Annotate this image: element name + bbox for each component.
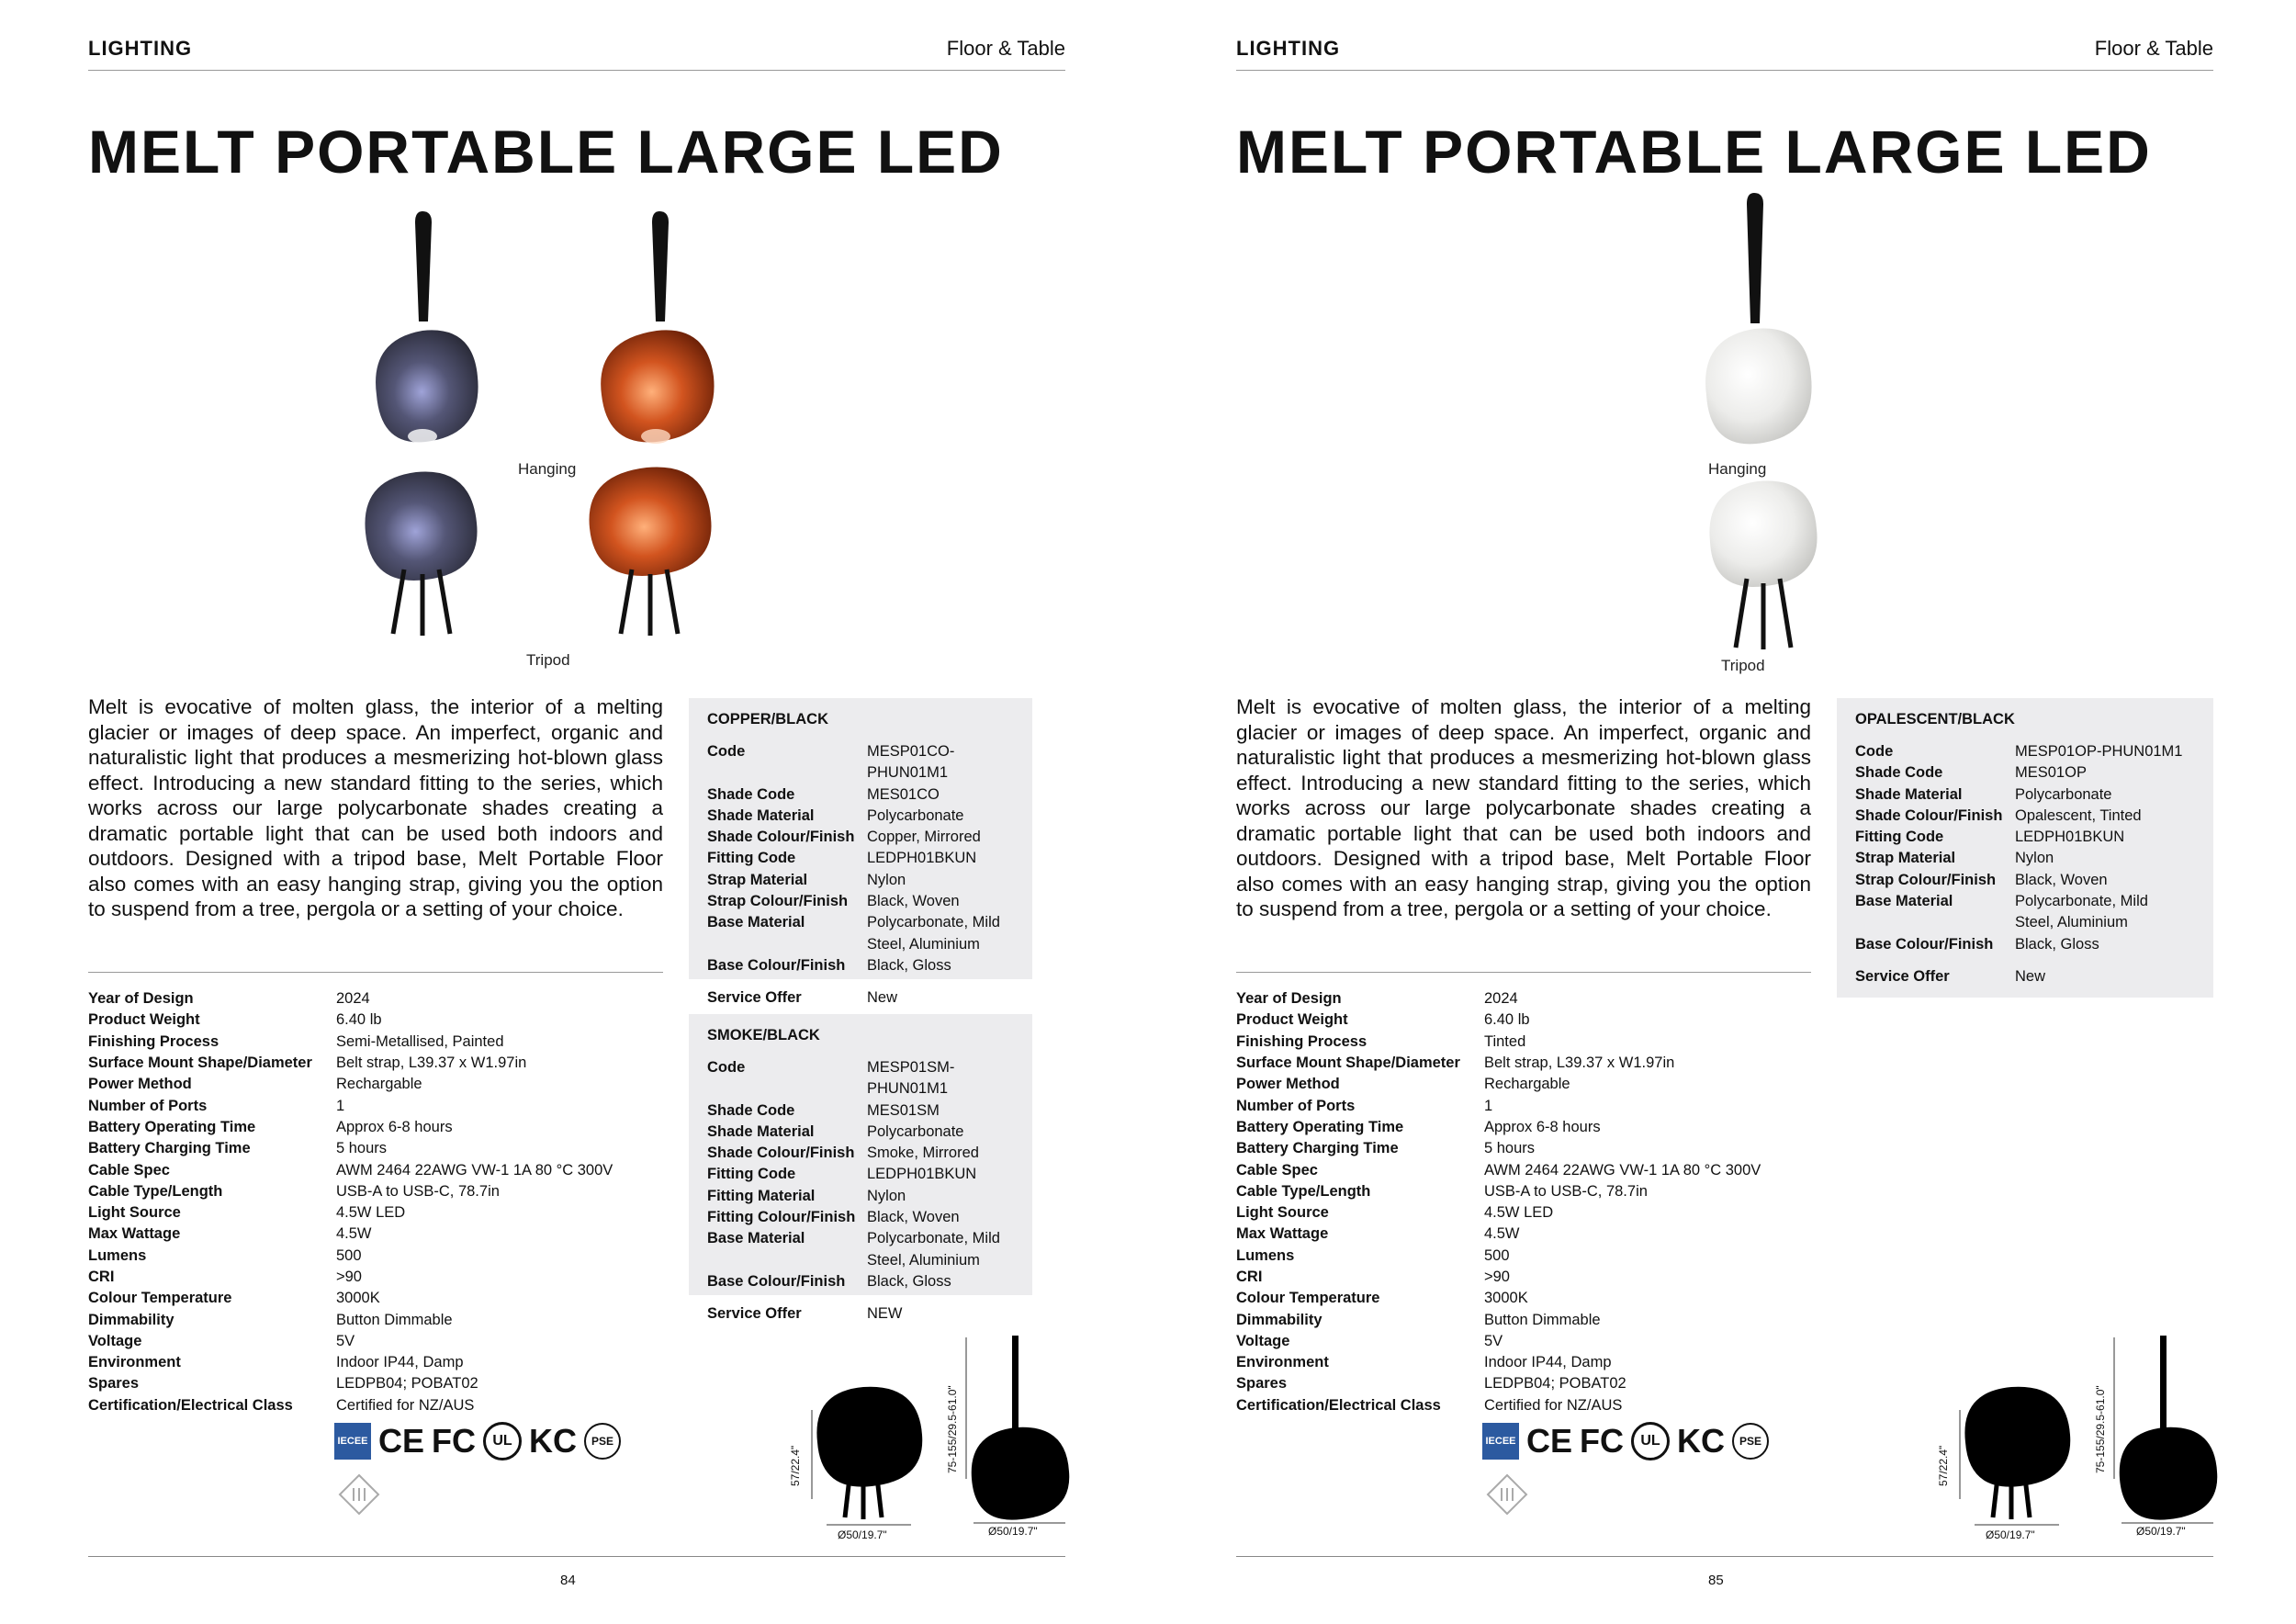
safety-class-icon: [1486, 1473, 1528, 1516]
spec-row: Spares LEDPB04; POBAT02: [88, 1375, 478, 1393]
variant-panel-opalescent: [1837, 698, 2213, 998]
spec-row: CRI >90: [1236, 1269, 1510, 1285]
tripod-label: Tripod: [526, 651, 570, 669]
spec-row: Cable Type/Length USB-A to USB-C, 78.7in: [1236, 1182, 1648, 1200]
variant-row: Strap Material Nylon: [1855, 850, 2054, 867]
footer-rule: [1236, 1556, 2213, 1557]
spec-row: Year of Design 2024: [1236, 990, 1518, 1008]
dim-hang-height: 75-155/29.5-61.0": [946, 1385, 959, 1473]
spec-row: Finishing Process Semi-Metallised, Painted: [88, 1032, 504, 1050]
smoke-tripod-lamp: [365, 471, 477, 636]
page-title: MELT PORTABLE LARGE LED: [88, 118, 1004, 186]
spec-row: Certification/Electrical Class Certified for NZ/AUS: [88, 1396, 475, 1414]
spec-row: Lumens 500: [88, 1246, 362, 1264]
footer-rule: [88, 1556, 1065, 1557]
spec-row: Lumens 500: [1236, 1246, 1510, 1264]
dim-diameter: Ø50/19.7": [1986, 1528, 2035, 1541]
product-description: Melt is evocative of molten glass, the interior of a melting glacier or images of deep space. An imperfect, organic and naturalistic light that produces a mesmerizing hot-blown glass effect. Introducing a new standard fitting to the series, which works across our large polycarbonate shades creating a dramatic portable light that can be used both indoors and outdoors. Designed with a tripod base, Melt Portable Floor also comes with an easy hanging strap, giving you the option to suspend from a tree, pergola or a setting of your choice.: [88, 695, 663, 920]
variant-row: Shade Code MES01SM: [707, 1101, 940, 1119]
spec-row: Power Method Rechargable: [88, 1076, 422, 1093]
variant-row: Service Offer NEW: [707, 1305, 903, 1323]
variant-title: COPPER/BLACK: [707, 711, 829, 727]
spec-row: Spares LEDPB04; POBAT02: [1236, 1375, 1626, 1393]
category-label: Floor & Table: [946, 37, 1065, 60]
spec-row: Colour Temperature 3000K: [88, 1290, 380, 1307]
variant-panel-smoke: [689, 1014, 1032, 1323]
spec-row: Voltage 5V: [1236, 1332, 1503, 1349]
spec-row: Battery Charging Time 5 hours: [1236, 1140, 1536, 1157]
tripod-dimension-drawing: [1960, 1387, 2070, 1525]
dim-diameter: Ø50/19.7": [988, 1525, 1038, 1538]
spec-row: Number of Ports 1: [88, 1097, 345, 1114]
safety-class-icon: [338, 1473, 380, 1516]
variant-row: Shade Colour/Finish Smoke, Mirrored: [707, 1145, 979, 1162]
certification-logos: [1482, 1422, 1769, 1460]
ul-logo: UL: [483, 1422, 522, 1460]
spec-row: Battery Operating Time Approx 6-8 hours: [88, 1118, 453, 1135]
variant-row: Shade Colour/Finish Copper, Mirrored: [707, 829, 981, 846]
variant-row: Base Colour/Finish Black, Gloss: [707, 1272, 951, 1290]
spec-row: Max Wattage 4.5W: [1236, 1225, 1520, 1243]
variant-row: Fitting Code LEDPH01BKUN: [1855, 829, 2125, 846]
header-rule: [1236, 70, 2213, 71]
fcc-logo: FC: [1580, 1422, 1625, 1460]
spec-row: Dimmability Button Dimmable: [1236, 1311, 1601, 1328]
spec-row: Power Method Rechargable: [1236, 1076, 1570, 1093]
variant-row: Code MESP01CO-PHUN01M1: [707, 743, 955, 782]
section-divider: [1236, 972, 1811, 973]
page-title: MELT PORTABLE LARGE LED: [1236, 118, 2152, 186]
variant-row: Base Colour/Finish Black, Gloss: [707, 956, 951, 974]
variant-row: Base Material Polycarbonate, Mild Steel, Aluminium: [707, 1230, 1000, 1269]
section-divider: [88, 972, 663, 973]
kc-logo: KC: [1677, 1422, 1726, 1460]
header-rule: [88, 70, 1065, 71]
variant-row: Shade Code MES01CO: [707, 785, 940, 803]
ul-logo: UL: [1631, 1422, 1670, 1460]
spec-row: Light Source 4.5W LED: [88, 1204, 406, 1222]
spec-row: Max Wattage 4.5W: [88, 1225, 372, 1243]
spec-row: Cable Spec AWM 2464 22AWG VW-1 1A 80 °C 300V: [88, 1161, 613, 1179]
dim-height: 57/22.4": [789, 1445, 802, 1486]
variant-row: Base Material Polycarbonate, Mild Steel, Aluminium: [1855, 893, 2148, 931]
variant-row: Shade Colour/Finish Opalescent, Tinted: [1855, 806, 2142, 824]
dim-diameter: Ø50/19.7": [2136, 1525, 2186, 1538]
opal-tripod-lamp: [1709, 480, 1817, 649]
spec-row: Environment Indoor IP44, Damp: [88, 1354, 464, 1371]
tripod-label: Tripod: [1721, 657, 1765, 674]
spec-row: Colour Temperature 3000K: [1236, 1290, 1528, 1307]
variant-row: Shade Code MES01OP: [1855, 764, 2087, 782]
ce-logo: CE: [1526, 1422, 1573, 1460]
section-label: LIGHTING: [1236, 37, 1341, 60]
product-images: [340, 202, 744, 661]
spec-row: Dimmability Button Dimmable: [88, 1311, 453, 1328]
spec-table: [88, 988, 613, 1416]
iecee-logo: IECEE: [334, 1423, 371, 1460]
iecee-logo: IECEE: [1482, 1423, 1519, 1460]
variant-row: Code MESP01OP-PHUN01M1: [1855, 743, 2183, 760]
dim-hang-height: 75-155/29.5-61.0": [2094, 1385, 2107, 1473]
variant-row: Fitting Colour/Finish Black, Woven: [707, 1209, 960, 1226]
spec-table: [1236, 988, 1761, 1416]
kc-logo: KC: [529, 1422, 578, 1460]
variant-row: Shade Material Polycarbonate: [707, 1122, 964, 1140]
certification-logos: [334, 1422, 621, 1460]
page-number: 85: [1708, 1573, 1724, 1588]
dim-height: 57/22.4": [1937, 1445, 1950, 1486]
spec-row: Battery Operating Time Approx 6-8 hours: [1236, 1118, 1601, 1135]
variant-row: Shade Material Polycarbonate: [707, 806, 964, 824]
variant-row: Service Offer New: [707, 989, 898, 1007]
copper-hanging-lamp: [601, 211, 714, 444]
tripod-dimension-drawing: [812, 1387, 922, 1525]
spec-row: Light Source 4.5W LED: [1236, 1204, 1554, 1222]
category-label: Floor & Table: [2094, 37, 2213, 60]
variant-row: Service Offer New: [1855, 967, 2046, 985]
product-images: [1662, 188, 1846, 666]
spec-row: Product Weight 6.40 lb: [1236, 1011, 1530, 1029]
product-description: Melt is evocative of molten glass, the interior of a melting glacier or images of deep space. An imperfect, organic and naturalistic light that produces a mesmerizing hot-blown glass effect. Introducing a new standard fitting to the series, which works across our large polycarbonate shades creating a dramatic portable light that can be used both indoors and outdoors. Designed with a tripod base, Melt Portable Floor also comes with an easy hanging strap, giving you the option to suspend from a tree, pergola or a setting of your choice.: [1236, 695, 1811, 920]
spec-row: Cable Spec AWM 2464 22AWG VW-1 1A 80 °C 300V: [1236, 1161, 1761, 1179]
variant-row: Strap Colour/Finish Black, Woven: [707, 893, 960, 910]
spec-row: Surface Mount Shape/Diameter Belt strap, L39.37 x W1.97in: [1236, 1054, 1675, 1072]
pse-logo: PSE: [1732, 1423, 1769, 1460]
variant-panel-copper: [689, 698, 1032, 1007]
page-number: 84: [560, 1573, 576, 1588]
variant-row: Code MESP01SM-PHUN01M1: [707, 1059, 955, 1098]
spec-row: Certification/Electrical Class Certified for NZ/AUS: [1236, 1396, 1623, 1414]
spec-row: Environment Indoor IP44, Damp: [1236, 1354, 1612, 1371]
catalog-page-right: [1148, 0, 2296, 1624]
spec-row: CRI >90: [88, 1269, 362, 1285]
ce-logo: CE: [378, 1422, 425, 1460]
variant-row: Base Material Polycarbonate, Mild Steel, Aluminium: [707, 914, 1000, 953]
variant-row: Fitting Code LEDPH01BKUN: [707, 850, 977, 867]
dimension-drawings: [790, 1332, 1075, 1552]
fcc-logo: FC: [432, 1422, 477, 1460]
variant-row: Strap Colour/Finish Black, Woven: [1855, 871, 2108, 888]
variant-title: SMOKE/BLACK: [707, 1027, 820, 1043]
section-label: LIGHTING: [88, 37, 193, 60]
dim-diameter: Ø50/19.7": [838, 1528, 887, 1541]
variant-row: Fitting Material Nylon: [707, 1187, 906, 1204]
pse-logo: PSE: [584, 1423, 621, 1460]
spec-row: Battery Charging Time 5 hours: [88, 1140, 388, 1157]
spec-row: Year of Design 2024: [88, 990, 370, 1008]
smoke-hanging-lamp: [376, 211, 478, 444]
spec-row: Cable Type/Length USB-A to USB-C, 78.7in: [88, 1182, 500, 1200]
opal-hanging-lamp: [1705, 193, 1812, 444]
hanging-label: Hanging: [518, 460, 577, 478]
spec-row: Finishing Process Tinted: [1236, 1032, 1526, 1050]
copper-tripod-lamp: [590, 467, 712, 636]
variant-row: Fitting Code LEDPH01BKUN: [707, 1166, 977, 1183]
spec-row: Surface Mount Shape/Diameter Belt strap, L39.37 x W1.97in: [88, 1054, 527, 1072]
hanging-dimension-drawing: [966, 1336, 1069, 1523]
variant-row: Shade Material Polycarbonate: [1855, 785, 2112, 803]
spec-row: Product Weight 6.40 lb: [88, 1011, 382, 1029]
spec-row: Number of Ports 1: [1236, 1097, 1493, 1114]
hanging-label: Hanging: [1708, 460, 1767, 478]
dimension-drawings: [1938, 1332, 2223, 1552]
hanging-dimension-drawing: [2114, 1336, 2217, 1523]
spec-row: Voltage 5V: [88, 1332, 355, 1349]
variant-title: OPALESCENT/BLACK: [1855, 711, 2015, 727]
variant-row: Base Colour/Finish Black, Gloss: [1855, 935, 2099, 953]
variant-row: Strap Material Nylon: [707, 871, 906, 888]
